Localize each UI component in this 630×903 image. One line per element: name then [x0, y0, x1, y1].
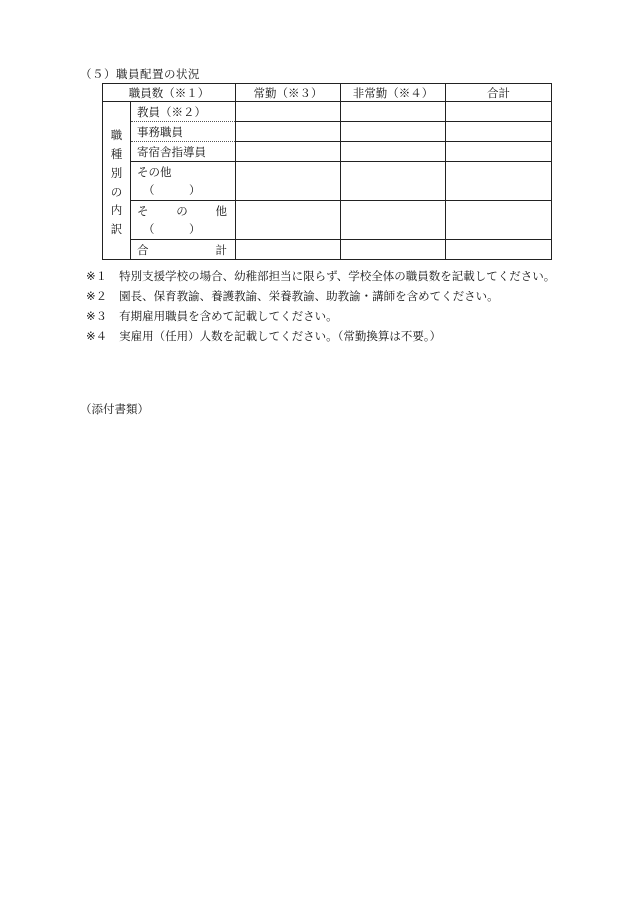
- note-4: [60, 326, 580, 346]
- note-1: [60, 266, 580, 286]
- label-char: 合: [137, 242, 149, 257]
- side-char: 職: [110, 127, 123, 142]
- cell-other-2-part-time[interactable]: [341, 201, 446, 240]
- row-label-other-2-paren: （ ）: [143, 222, 201, 236]
- cell-other-1-part-time[interactable]: [341, 162, 446, 201]
- side-char: の: [110, 184, 123, 199]
- cell-office-total[interactable]: [446, 122, 552, 142]
- cell-total-part-time[interactable]: [341, 240, 446, 260]
- label-char: 計: [215, 242, 227, 257]
- note-text: 実雇用（任用）人数を記載してください。（常勤換算は不要。）: [119, 329, 442, 343]
- row-label-other-1-paren: （ ）: [143, 183, 201, 197]
- row-label-total: [131, 240, 236, 260]
- cell-other-2-total[interactable]: [446, 201, 552, 240]
- label-char: そ: [137, 204, 149, 218]
- header-full-time: 常勤（※３）: [236, 84, 341, 102]
- side-char: 別: [110, 165, 123, 180]
- table-header-row: [103, 84, 552, 102]
- cell-office-full-time[interactable]: [236, 122, 341, 142]
- header-total: 合計: [446, 84, 552, 102]
- header-part-time: 非常勤（※４）: [341, 84, 446, 102]
- cell-total-total[interactable]: [446, 240, 552, 260]
- section-heading: （５）職員配置の状況: [80, 67, 200, 81]
- row-label-teachers: 教員（※２）: [131, 102, 236, 122]
- note-mark: ※４: [86, 329, 108, 343]
- staff-allocation-table: [102, 83, 552, 260]
- cell-teachers-full-time[interactable]: [236, 102, 341, 122]
- cell-teachers-part-time[interactable]: [341, 102, 446, 122]
- row-label-total-chars: [137, 242, 235, 258]
- notes-list: [60, 266, 580, 346]
- row-label-office-staff: 事務職員: [131, 122, 236, 142]
- side-char: 種: [110, 146, 123, 161]
- row-label-other-2-title: [137, 202, 235, 220]
- note-mark: ※２: [86, 289, 108, 303]
- side-label-breakdown-by-type: [103, 102, 131, 260]
- table-row: [103, 102, 552, 122]
- note-2: [60, 286, 580, 306]
- row-label-other-1: [131, 162, 236, 201]
- header-staff-count: 職員数（※１）: [103, 84, 236, 102]
- side-char: 内: [110, 203, 123, 218]
- label-char: の: [176, 204, 188, 218]
- cell-total-full-time[interactable]: [236, 240, 341, 260]
- note-mark: ※１: [86, 269, 108, 283]
- cell-other-1-full-time[interactable]: [236, 162, 341, 201]
- cell-other-1-total[interactable]: [446, 162, 552, 201]
- label-char: 他: [215, 204, 227, 218]
- table-row: [103, 240, 552, 260]
- row-label-dormitory-instructors: 寄宿舎指導員: [131, 142, 236, 162]
- row-label-other-1-title: その他: [137, 165, 172, 179]
- note-text: 園長、保育教諭、養護教諭、栄養教諭、助教諭・講師を含めてください。: [119, 289, 499, 303]
- attachments-label: （添付書類）: [80, 402, 149, 416]
- table-row: [103, 142, 552, 162]
- note-mark: ※３: [86, 309, 108, 323]
- cell-dormitory-part-time[interactable]: [341, 142, 446, 162]
- note-3: [60, 306, 580, 326]
- cell-other-2-full-time[interactable]: [236, 201, 341, 240]
- cell-office-part-time[interactable]: [341, 122, 446, 142]
- note-text: 特別支援学校の場合、幼稚部担当に限らず、学校全体の職員数を記載してください。: [119, 269, 556, 283]
- table-row: [103, 162, 552, 201]
- note-text: 有期雇用職員を含めて記載してください。: [119, 309, 338, 323]
- cell-dormitory-full-time[interactable]: [236, 142, 341, 162]
- table-row: [103, 201, 552, 240]
- row-label-other-2: [131, 201, 236, 240]
- side-char: 訳: [110, 222, 123, 237]
- cell-teachers-total[interactable]: [446, 102, 552, 122]
- cell-dormitory-total[interactable]: [446, 142, 552, 162]
- table-row: [103, 122, 552, 142]
